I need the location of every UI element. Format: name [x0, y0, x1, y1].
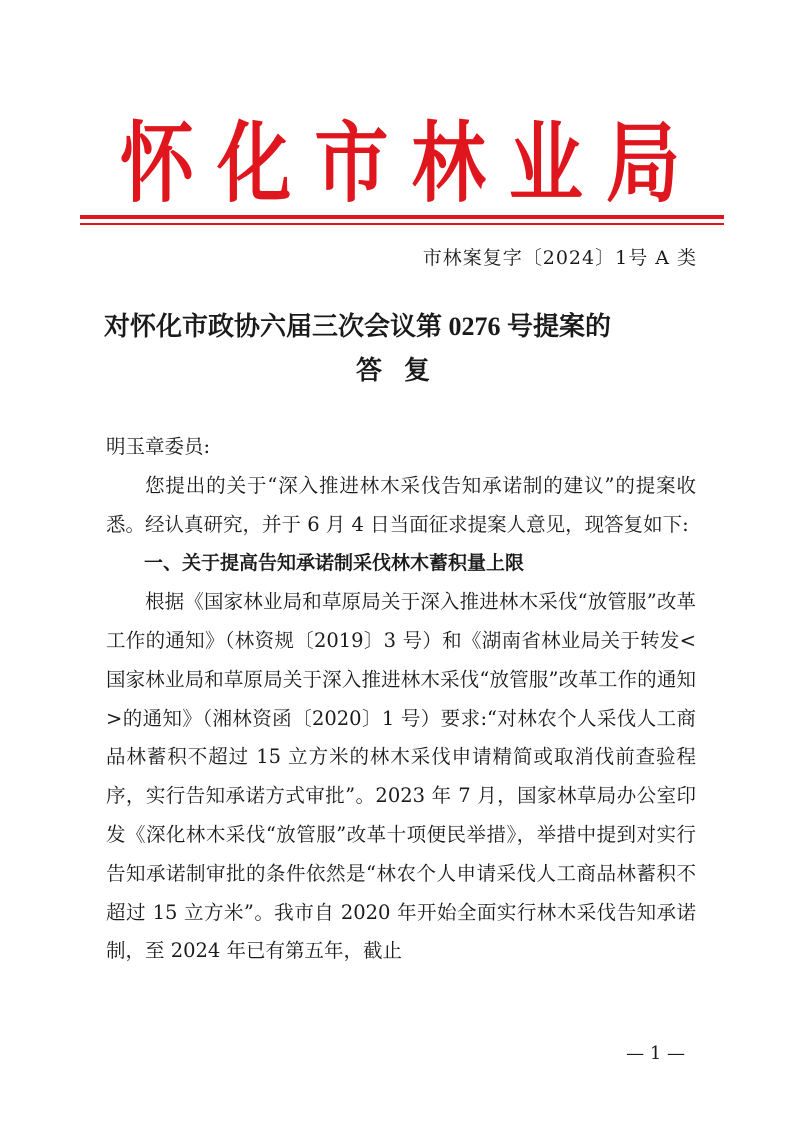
letterhead-title: [120, 112, 680, 216]
body-paragraph: 您提出的关于“深入推进林木采伐告知承诺制的建议”的提案收悉。经认真研究，并于 6 月 4 日当面征求提案人意见，现答复如下:: [106, 473, 696, 536]
document-title-line1: 对怀化市政协六届三次会议第 0276 号提案的: [104, 312, 612, 341]
letterhead-char: 林: [411, 113, 486, 215]
letterhead-char: 局: [605, 113, 680, 215]
letterhead-char: 业: [508, 113, 583, 215]
document-body: [106, 428, 696, 971]
body-paragraph: 根据《国家林业局和草原局关于深入推进林木采伐“放管服”改革工作的通知》（林资规〔2019〕3 号）和《湖南省林业局关于转发<国家林业局和草原局关于深入推进林木采伐“放管服”改革工作的通知>的通知》（湘林资函〔2020〕1 号）要求:“对林农个人采伐人工商品林蓄积不超过 15 立方米的林木采伐申请精简或取消伐前查验程序，实行告知承诺方式审批”。2023 年 7 月，国家林草局办公室印发《深化林木采伐“放管服”改革十项便民举措》，举措中提到对实行告知承诺制审批的条件依然是“林农个人申请采伐人工商品林蓄积不超过 15 立方米”。我市自 2020 年开始全面实行林木采伐告知承诺制，至 2024 年已有第五年，截止: [106, 590, 696, 963]
document-title-line2: 答复: [356, 356, 453, 386]
letterhead-rule-thick: [80, 215, 724, 219]
letterhead-rule-thin: [80, 223, 724, 225]
letterhead-char: 市: [314, 113, 389, 215]
section-heading: 一、关于提高告知承诺制采伐林木蓄积量上限: [144, 552, 525, 575]
page-number: — 1 —: [626, 1043, 685, 1064]
letterhead-char: 化: [217, 113, 292, 215]
document-number: 市林案复字〔2024〕1号 A 类: [422, 247, 697, 269]
salutation: 明玉章委员:: [106, 435, 211, 458]
letterhead-char: 怀: [120, 113, 194, 215]
